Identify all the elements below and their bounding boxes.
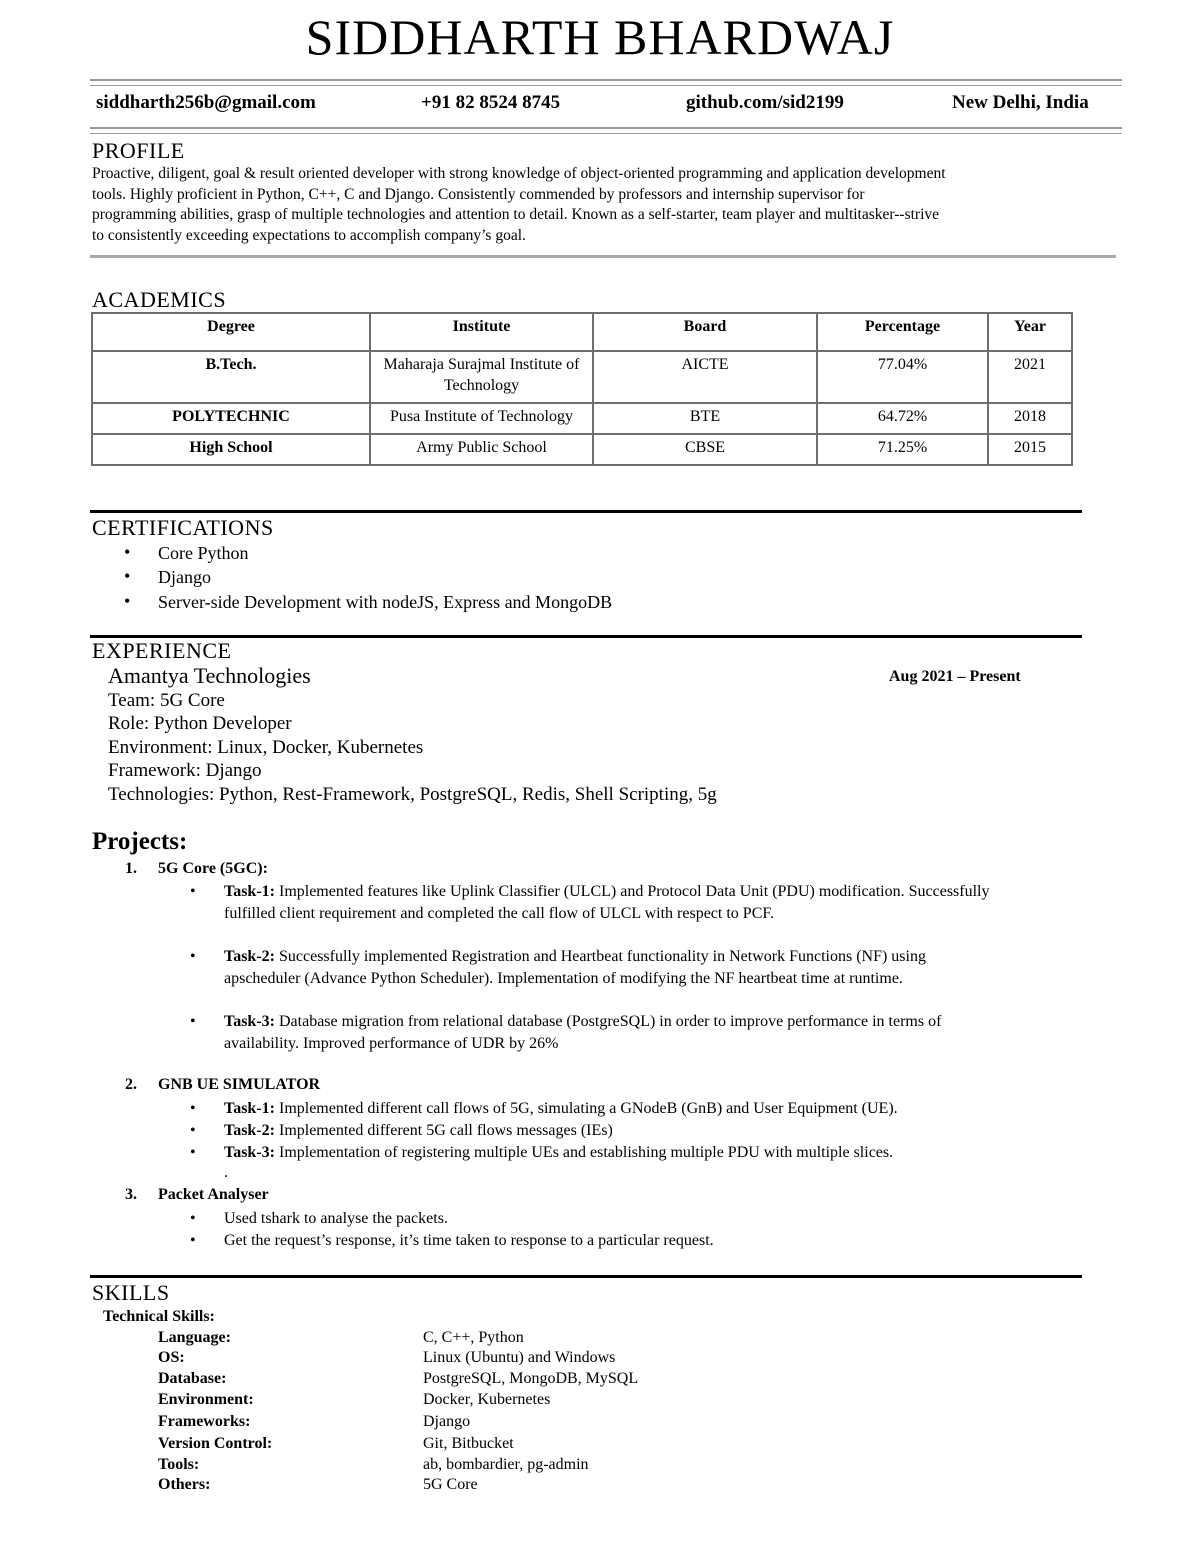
task-label: Task-1: bbox=[224, 883, 275, 900]
bullet-icon: • bbox=[190, 1122, 196, 1139]
col-year: Year bbox=[988, 313, 1072, 351]
task-label: Task-2: bbox=[224, 1122, 275, 1139]
bullet-icon: • bbox=[190, 1232, 196, 1249]
institute-cell: Pusa Institute of Technology bbox=[370, 403, 593, 434]
task-label: Task-1: bbox=[224, 1100, 275, 1117]
skill-value: ab, bombardier, pg-admin bbox=[423, 1456, 589, 1473]
project-number: 2. bbox=[125, 1076, 137, 1093]
skill-label: OS: bbox=[158, 1349, 185, 1366]
contact-location: New Delhi, India bbox=[952, 92, 1089, 113]
task-text: Implemented features like Uplink Classifier (ULCL) and Protocol Data Unit (PDU) modification. Successfully bbox=[278, 883, 990, 900]
task-text: Implemented different 5G call flows messages (IEs) bbox=[278, 1122, 613, 1139]
bullet-icon: • bbox=[190, 1210, 196, 1227]
profile-line: Proactive, diligent, goal & result oriented developer with strong knowledge of object-oriented programming and application development bbox=[92, 165, 946, 182]
year-cell: 2021 bbox=[988, 351, 1072, 403]
skill-label: Version Control: bbox=[158, 1435, 273, 1452]
task-text: apscheduler (Advance Python Scheduler). Implementation of modifying the NF heartbeat time at runtime. bbox=[224, 969, 903, 987]
skill-label: Others: bbox=[158, 1476, 211, 1493]
percentage-cell: 64.72% bbox=[817, 403, 988, 434]
certification-item bbox=[124, 543, 824, 567]
experience-detail: Team: 5G Core bbox=[108, 690, 225, 711]
bullet-icon: • bbox=[190, 883, 196, 900]
certifications-divider bbox=[90, 510, 1082, 513]
projects-heading: Projects: bbox=[92, 828, 188, 855]
certifications-heading: CERTIFICATIONS bbox=[92, 515, 274, 540]
col-board: Board bbox=[593, 313, 817, 351]
skill-label: Environment: bbox=[158, 1391, 254, 1408]
skill-label: Frameworks: bbox=[158, 1413, 251, 1430]
academics-table bbox=[91, 312, 1073, 466]
board-cell: AICTE bbox=[593, 351, 817, 403]
col-percentage: Percentage bbox=[817, 313, 988, 351]
bullet-icon: • bbox=[124, 566, 131, 586]
institute-cell: Army Public School bbox=[370, 434, 593, 465]
board-cell: CBSE bbox=[593, 434, 817, 465]
contact-github[interactable]: github.com/sid2199 bbox=[686, 92, 844, 113]
profile-line: to consistently exceeding expectations to accomplish company’s goal. bbox=[92, 226, 526, 244]
candidate-name: SIDDHARTH BHARDWAJ bbox=[305, 9, 895, 65]
experience-detail: Environment: Linux, Docker, Kubernetes bbox=[108, 737, 424, 758]
board-cell: BTE bbox=[593, 403, 817, 434]
profile-line: tools. Highly proficient in Python, C++, C and Django. Consistently commended by professors and internship supervisor for bbox=[92, 185, 865, 203]
institute-cell: Maharaja Surajmal Institute of Technology bbox=[370, 351, 593, 403]
certification-label: Server-side Development with nodeJS, Express and MongoDB bbox=[158, 592, 613, 612]
profile-text bbox=[92, 164, 1112, 246]
task-text: fulfilled client requirement and completed the call flow of ULCL with respect to PCF. bbox=[224, 904, 774, 922]
project-title: Packet Analyser bbox=[158, 1186, 269, 1203]
task-label: Task-2: bbox=[224, 948, 275, 965]
task-text: Implemented different call flows of 5G, simulating a GNodeB (GnB) and User Equipment (UE). bbox=[278, 1100, 898, 1117]
bullet-icon: • bbox=[190, 1100, 196, 1117]
profile-heading: PROFILE bbox=[92, 138, 185, 163]
project-title: 5G Core (5GC): bbox=[158, 860, 268, 877]
bullet-icon: • bbox=[190, 948, 196, 965]
task-label: Task-3: bbox=[224, 1013, 275, 1030]
experience-detail: Technologies: Python, Rest-Framework, PostgreSQL, Redis, Shell Scripting, 5g bbox=[108, 784, 717, 805]
bullet-icon: • bbox=[124, 542, 131, 562]
table-row bbox=[92, 351, 1072, 403]
experience-period: Aug 2021 – Present bbox=[889, 668, 1021, 685]
bullet-icon: • bbox=[190, 1144, 196, 1161]
skill-value: PostgreSQL, MongoDB, MySQL bbox=[423, 1370, 639, 1387]
bullet-text: Get the request’s response, it’s time taken to response to a particular request. bbox=[224, 1232, 714, 1249]
degree-cell: POLYTECHNIC bbox=[92, 403, 370, 434]
experience-divider bbox=[90, 635, 1082, 638]
company-name: Amantya Technologies bbox=[108, 663, 311, 688]
skill-label: Database: bbox=[158, 1370, 227, 1387]
skill-value: Git, Bitbucket bbox=[423, 1435, 514, 1452]
project-number: 3. bbox=[125, 1186, 137, 1203]
table-row bbox=[92, 403, 1072, 434]
skill-value: C, C++, Python bbox=[423, 1329, 524, 1346]
skills-heading: SKILLS bbox=[92, 1280, 170, 1305]
bullet-icon: • bbox=[190, 1013, 196, 1030]
table-header-row bbox=[92, 313, 1072, 351]
task-text: Database migration from relational database (PostgreSQL) in order to improve performance in terms of bbox=[278, 1013, 942, 1030]
project-number: 1. bbox=[125, 860, 137, 877]
task-label: Task-3: bbox=[224, 1144, 275, 1161]
year-cell: 2018 bbox=[988, 403, 1072, 434]
skills-divider bbox=[90, 1275, 1082, 1278]
percentage-cell: 71.25% bbox=[817, 434, 988, 465]
certification-label: Django bbox=[158, 567, 211, 587]
stray-period: . bbox=[224, 1164, 228, 1181]
skills-subheading: Technical Skills: bbox=[103, 1308, 215, 1325]
skill-value: Docker, Kubernetes bbox=[423, 1391, 551, 1408]
certification-item bbox=[124, 592, 824, 616]
header-top-rule bbox=[90, 79, 1122, 86]
task-text: Implementation of registering multiple UEs and establishing multiple PDU with multiple slices. bbox=[278, 1144, 894, 1161]
task-text: Successfully implemented Registration and Heartbeat functionality in Network Functions (NF) using bbox=[278, 948, 926, 965]
contact-phone: +91 82 8524 8745 bbox=[421, 92, 561, 113]
skill-label: Tools: bbox=[158, 1456, 200, 1473]
profile-line: programming abilities, grasp of multiple technologies and attention to detail. Known as a self-starter, team player and multitasker--strive bbox=[92, 206, 940, 223]
header-bottom-rule bbox=[90, 127, 1122, 134]
profile-divider bbox=[90, 255, 1116, 258]
year-cell: 2015 bbox=[988, 434, 1072, 465]
skill-label: Language: bbox=[158, 1329, 231, 1346]
experience-detail: Role: Python Developer bbox=[108, 713, 292, 734]
skill-value: 5G Core bbox=[423, 1476, 478, 1493]
degree-cell: High School bbox=[92, 434, 370, 465]
project-title: GNB UE SIMULATOR bbox=[158, 1076, 321, 1093]
percentage-cell: 77.04% bbox=[817, 351, 988, 403]
academics-heading: ACADEMICS bbox=[92, 287, 227, 312]
skill-value: Linux (Ubuntu) and Windows bbox=[423, 1349, 616, 1366]
degree-cell: B.Tech. bbox=[92, 351, 370, 403]
task-text: availability. Improved performance of UDR by 26% bbox=[224, 1034, 559, 1052]
experience-detail: Framework: Django bbox=[108, 760, 262, 781]
certification-label: Core Python bbox=[158, 543, 249, 563]
bullet-text: Used tshark to analyse the packets. bbox=[224, 1210, 448, 1227]
col-degree: Degree bbox=[92, 313, 370, 351]
certification-item bbox=[124, 567, 824, 591]
col-institute: Institute bbox=[370, 313, 593, 351]
table-row bbox=[92, 434, 1072, 465]
bullet-icon: • bbox=[124, 591, 131, 611]
skill-value: Django bbox=[423, 1413, 471, 1430]
contact-email[interactable]: siddharth256b@gmail.com bbox=[96, 92, 316, 113]
experience-heading: EXPERIENCE bbox=[92, 638, 232, 663]
